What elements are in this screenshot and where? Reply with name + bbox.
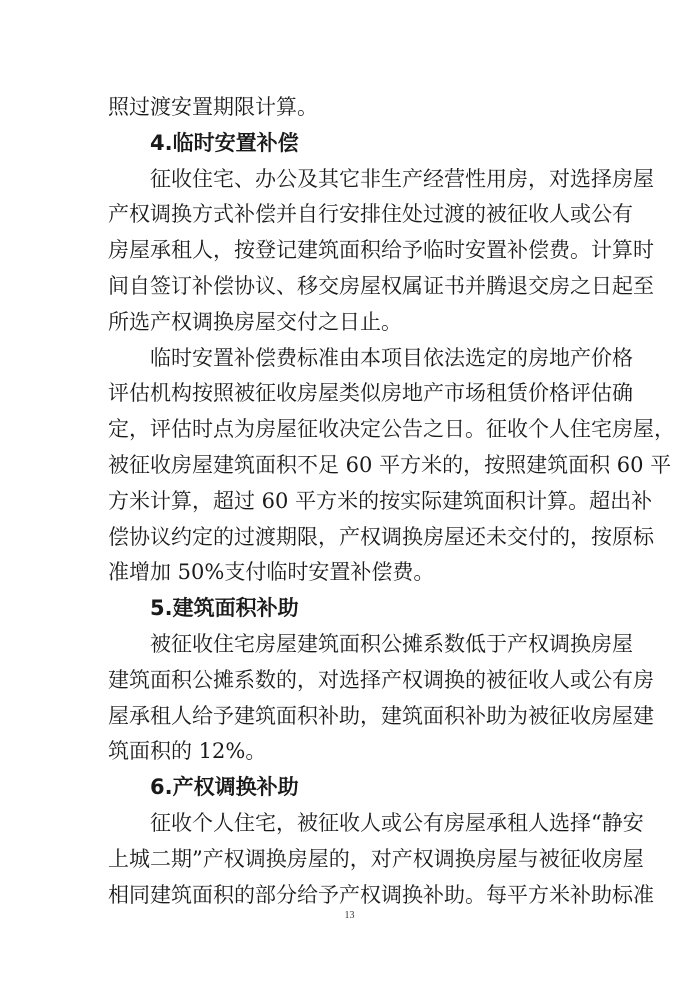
- text-line: 准增加 50%支付临时安置补偿费。: [108, 560, 435, 584]
- text-line: 间自签订补偿协议、移交房屋权属证书并腾退交房之日起至: [108, 274, 654, 298]
- text-line: 征收个人住宅，被征收人或公有房屋承租人选择“静安: [150, 811, 644, 835]
- text-line: 相同建筑面积的部分给予产权调换补助。每平方米补助标准: [108, 883, 654, 907]
- text-line: 照过渡安置期限计算。: [108, 95, 318, 119]
- text-line: 屋承租人给予建筑面积补助，建筑面积补助为被征收房屋建: [108, 704, 654, 728]
- text-line: 上城二期”产权调换房屋的，对产权调换房屋与被征收房屋: [108, 847, 644, 871]
- text-line: 被征收住宅房屋建筑面积公摊系数低于产权调换房屋: [150, 632, 633, 656]
- text-line: 房屋承租人，按登记建筑面积给予临时安置补偿费。计算时: [108, 238, 654, 262]
- text-line: 筑面积的 12%。: [108, 739, 267, 763]
- text-line: 建筑面积公摊系数的，对选择产权调换的被征收人或公有房: [108, 668, 654, 692]
- text-line: 评估机构按照被征收房屋类似房地产市场租赁价格评估确: [108, 381, 633, 405]
- section-heading-6: 6.产权调换补助: [150, 775, 299, 799]
- text-line: 被征收房屋建筑面积不足 60 平方米的，按照建筑面积 60 平: [108, 453, 672, 477]
- text-line: 方米计算，超过 60 平方米的按实际建筑面积计算。超出补: [108, 489, 653, 513]
- text-line: 偿协议约定的过渡期限，产权调换房屋还未交付的，按原标: [108, 525, 654, 549]
- text-line: 征收住宅、办公及其它非生产经营性用房，对选择房屋: [150, 167, 654, 191]
- text-line: 临时安置补偿费标准由本项目依法选定的房地产价格: [150, 346, 633, 370]
- text-line: 产权调换方式补偿并自行安排住处过渡的被征收人或公有: [108, 202, 633, 226]
- text-line: 定，评估时点为房屋征收决定公告之日。征收个人住宅房屋，: [108, 417, 675, 441]
- page-number: 13: [344, 910, 355, 921]
- section-heading-5: 5.建筑面积补助: [150, 596, 299, 620]
- text-line: 所选产权调换房屋交付之日止。: [108, 310, 402, 334]
- section-heading-4: 4.临时安置补偿: [150, 131, 299, 155]
